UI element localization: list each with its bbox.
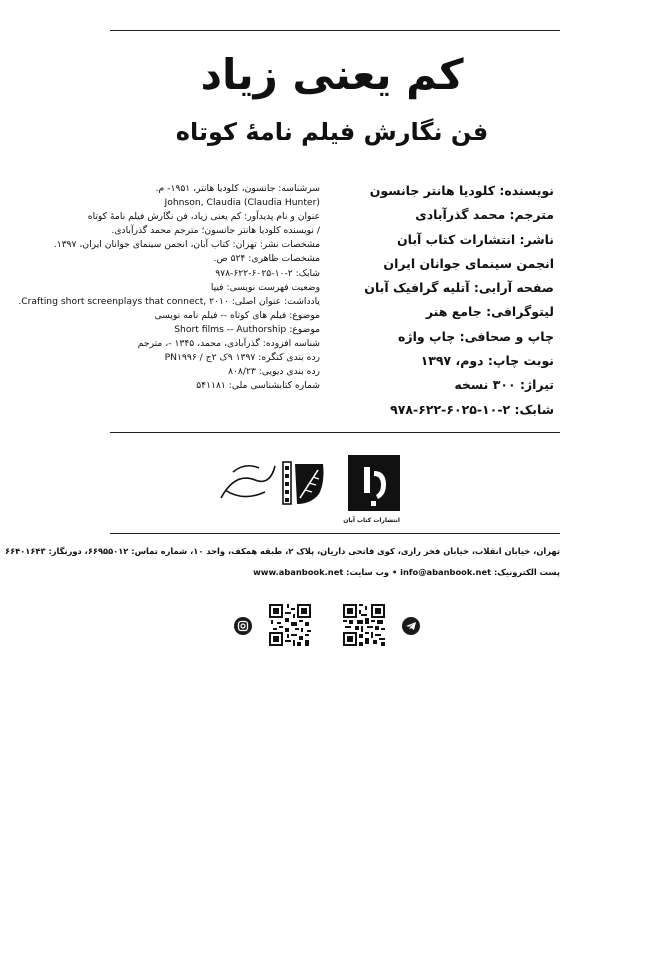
aban-logo (343, 455, 400, 524)
cip-line: شماره کتابشناسی ملی: ۵۴۱۱۸۱ (196, 380, 320, 392)
cip-line: موضوع: Short films -- Authorship (174, 323, 320, 335)
cip-line: Johnson, Claudia (Claudia Hunter) (164, 197, 320, 209)
top-rule (110, 30, 560, 31)
credit-isbn: شابک: ۲-۱۰-۶۰۲۵-۶۲۲-۹۷۸ (390, 401, 554, 417)
qr-code-instagram[interactable] (269, 604, 311, 646)
cataloging-block (18, 182, 320, 393)
address-line: تهران، خیابان انقلاب، خیابان فخر رازی، کوی فاتحی داریان، پلاک ۲، طبقه همکف، واحد ۱۰، شماره تماس: ۶۶۹۵۵۰۱۲، دورنگار: ۶۶۴۰۱۶۴۳ (5, 546, 560, 556)
address-block (5, 541, 560, 583)
cip-line: رده بندی دیویی: ۸۰۸/۲۳ (228, 366, 320, 378)
credit-lithography: لیتوگرافی: جامع هنر (425, 304, 554, 320)
book-subtitle: فن نگارش فیلم نامهٔ کوتاه (175, 118, 489, 146)
cip-line: یادداشت: عنوان اصلی: Crafting short screenplays that connect, ۲۰۱۰. (18, 295, 320, 307)
credit-publisher: ناشر: انتشارات کتاب آبان (396, 231, 554, 247)
anjoman-logo (215, 452, 330, 512)
middle-rule (110, 432, 560, 433)
cip-line: سرشناسه: جانسون، کلودیا هانتر، ۱۹۵۱- م. (155, 183, 320, 194)
credit-printing: چاپ و صحافی: چاپ واژه (398, 328, 554, 344)
cip-line: عنوان و نام پدیدآور: کم یعنی زیاد، فن نگارش فیلم نامهٔ کوتاه (87, 211, 320, 223)
instagram-icon[interactable] (234, 617, 252, 635)
lower-rule (110, 533, 560, 534)
cip-line: رده بندی کنگره: ۱۳۹۷ ۹ک ۲ج / PN۱۹۹۶ (164, 352, 320, 364)
cip-line: مشخصات ظاهری: ۵۲۴ ص. (213, 253, 320, 265)
cip-line: شابک: ۲-۱۰-۶۰۲۵-۶۲۲-۹۷۸ (215, 267, 320, 279)
credits-block (304, 179, 554, 422)
cip-line: وضعیت فهرست نویسی: فیپا (210, 281, 320, 293)
aban-logo-caption: انتشارات کتاب آبان (343, 517, 400, 524)
credit-author: نویسنده: کلودیا هانتر جانسون (369, 183, 554, 198)
cip-line: شناسه افزوده: گذرآبادی، محمد، ۱۳۴۵ -، مترجم (137, 338, 320, 350)
contact-web-line: پست الکترونیک: info@abanbook.net • وب سایت: www.abanbook.net (253, 567, 560, 577)
book-title: کم یعنی زیاد (200, 50, 464, 99)
credit-circulation: تیراژ: ۳۰۰ نسخه (454, 377, 554, 393)
telegram-icon[interactable] (402, 617, 420, 635)
credit-layout: صفحه آرایی: آتلیه گرافیک آبان (364, 280, 554, 296)
cip-line: موضوع: فیلم های کوتاه -- فیلم نامه نویسی (154, 309, 320, 321)
cip-line: مشخصات نشر: تهران: کتاب آبان، انجمن سینمای جوانان ایران، ۱۳۹۷. (53, 239, 320, 251)
credit-edition: نوبت چاپ: دوم، ۱۳۹۷ (420, 353, 554, 369)
qr-code-telegram[interactable] (343, 604, 385, 646)
cip-line: / نویسنده کلودیا هانتر جانسون؛ مترجم محمد گذرآبادی. (111, 225, 320, 237)
credit-copublisher: انجمن سینمای جوانان ایران (383, 255, 554, 271)
credit-translator: مترجم: محمد گذرآبادی (415, 207, 554, 223)
